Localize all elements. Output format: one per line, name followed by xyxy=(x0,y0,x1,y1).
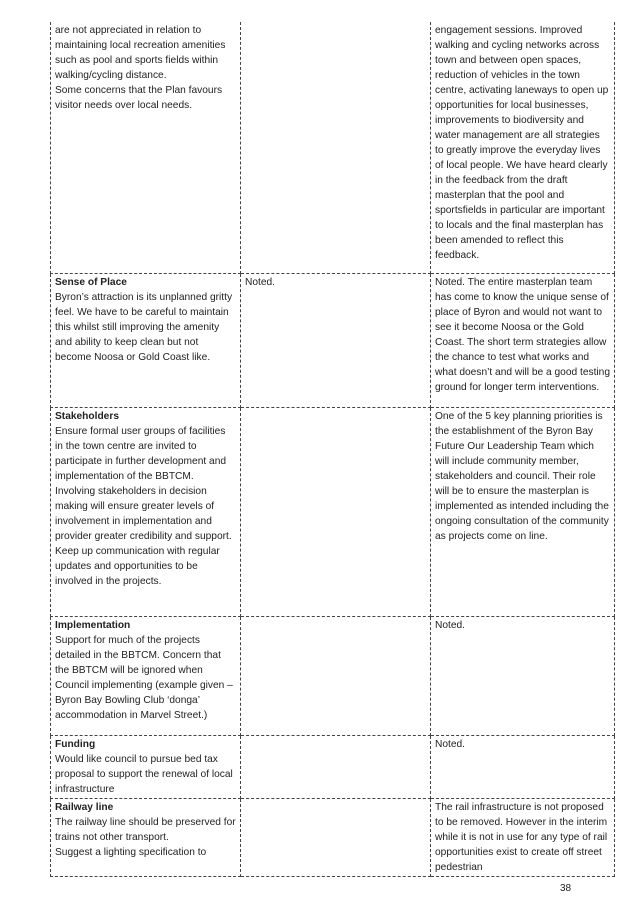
noted-cell xyxy=(241,22,431,273)
response-cell xyxy=(431,735,615,798)
noted-cell xyxy=(241,798,431,876)
response-text: Noted. xyxy=(435,619,466,631)
row-heading: Railway line xyxy=(55,801,114,813)
noted-text: Noted. xyxy=(245,276,276,288)
response-text: Noted. xyxy=(435,738,466,750)
table-row xyxy=(51,273,615,407)
concern-text: Byron’s attraction is its unplanned gritty feel. We have to be careful to maintain this whilst still improving the amenity and ability to keep clean but not become Noosa or Gold Coast like. xyxy=(55,291,233,363)
response-cell xyxy=(431,273,615,407)
concern-cell xyxy=(51,616,241,735)
response-text: The rail infrastructure is not proposed to be removed. However in the interim while it is not in use for any type of rail opportunities exist to create off street pedestrian xyxy=(435,801,608,873)
concern-text: Support for much of the projects detailed in the BBTCM. Concern that the BBTCM will be ignored when Council implementing (example given – Byron Bay Bowling Club ‘donga’ accommodation in Marvel Street.) xyxy=(55,634,233,721)
response-cell xyxy=(431,22,615,273)
concern-text: Keep up communication with regular updates and opportunities to be involved in the projects. xyxy=(55,545,220,587)
concern-text: Would like council to pursue bed tax proposal to support the renewal of local infrastructure xyxy=(55,753,233,795)
table-row xyxy=(51,22,615,273)
concern-cell xyxy=(51,798,241,876)
response-cell xyxy=(431,798,615,876)
response-cell xyxy=(431,407,615,616)
noted-cell xyxy=(241,735,431,798)
table-row xyxy=(51,616,615,735)
row-heading: Funding xyxy=(55,738,96,750)
concern-text: Some concerns that the Plan favours visitor needs over local needs. xyxy=(55,85,223,111)
concern-text: are not appreciated in relation to maintaining local recreation amenities such as pool and sports fields within walking/cycling distance. xyxy=(55,25,226,81)
concern-text: The railway line should be preserved for trains not other transport. xyxy=(55,816,236,843)
response-text: engagement sessions. Improved walking and cycling networks across town and between open spaces, reduction of vehicles in the town centre, activating laneways to open up opportunities for local businesses, improvements to biodiversity and water management are all strategies to greatly improve the everyday lives of local people. We have heard clearly in the feedback from the draft masterplan that the pool and sportsfields in particular are important to locals and the final masterplan has been amended to reflect this feedback. xyxy=(435,25,609,261)
noted-cell xyxy=(241,273,431,407)
response-text: One of the 5 key planning priorities is the establishment of the Byron Bay Future Our Leadership Team which will include community member, stakeholders and council. Their role will be to ensure the masterplan is implemented as intended including the ongoing consultation of the community as projects come on line. xyxy=(435,410,609,542)
concern-text: Ensure formal user groups of facilities in the town centre are invited to participate in further development and implementation of the BBTCM. xyxy=(55,425,227,482)
noted-cell xyxy=(241,407,431,616)
table-row xyxy=(51,798,615,876)
response-text: Noted. The entire masterplan team has come to know the unique sense of place of Byron and would not want to see it become Noosa or the Gold Coast. The short term strategies allow the chance to test what works and what doesn’t and will be a good testing ground for longer term interventions. xyxy=(435,276,611,393)
page-number: 38 xyxy=(560,883,572,894)
table-row xyxy=(51,407,615,616)
noted-cell xyxy=(241,616,431,735)
concern-cell xyxy=(51,407,241,616)
response-cell xyxy=(431,616,615,735)
row-heading: Stakeholders xyxy=(55,410,119,422)
concern-text: Suggest a lighting specification to xyxy=(55,846,207,858)
concern-cell xyxy=(51,273,241,407)
row-heading: Implementation xyxy=(55,619,131,631)
table-row xyxy=(51,735,615,798)
concern-cell xyxy=(51,22,241,273)
concern-cell xyxy=(51,735,241,798)
consultation-table xyxy=(50,22,615,877)
row-heading: Sense of Place xyxy=(55,276,127,288)
concern-text: Involving stakeholders in decision making will ensure greater levels of involvement in implementation and provider greater credibility and support. xyxy=(55,485,232,542)
